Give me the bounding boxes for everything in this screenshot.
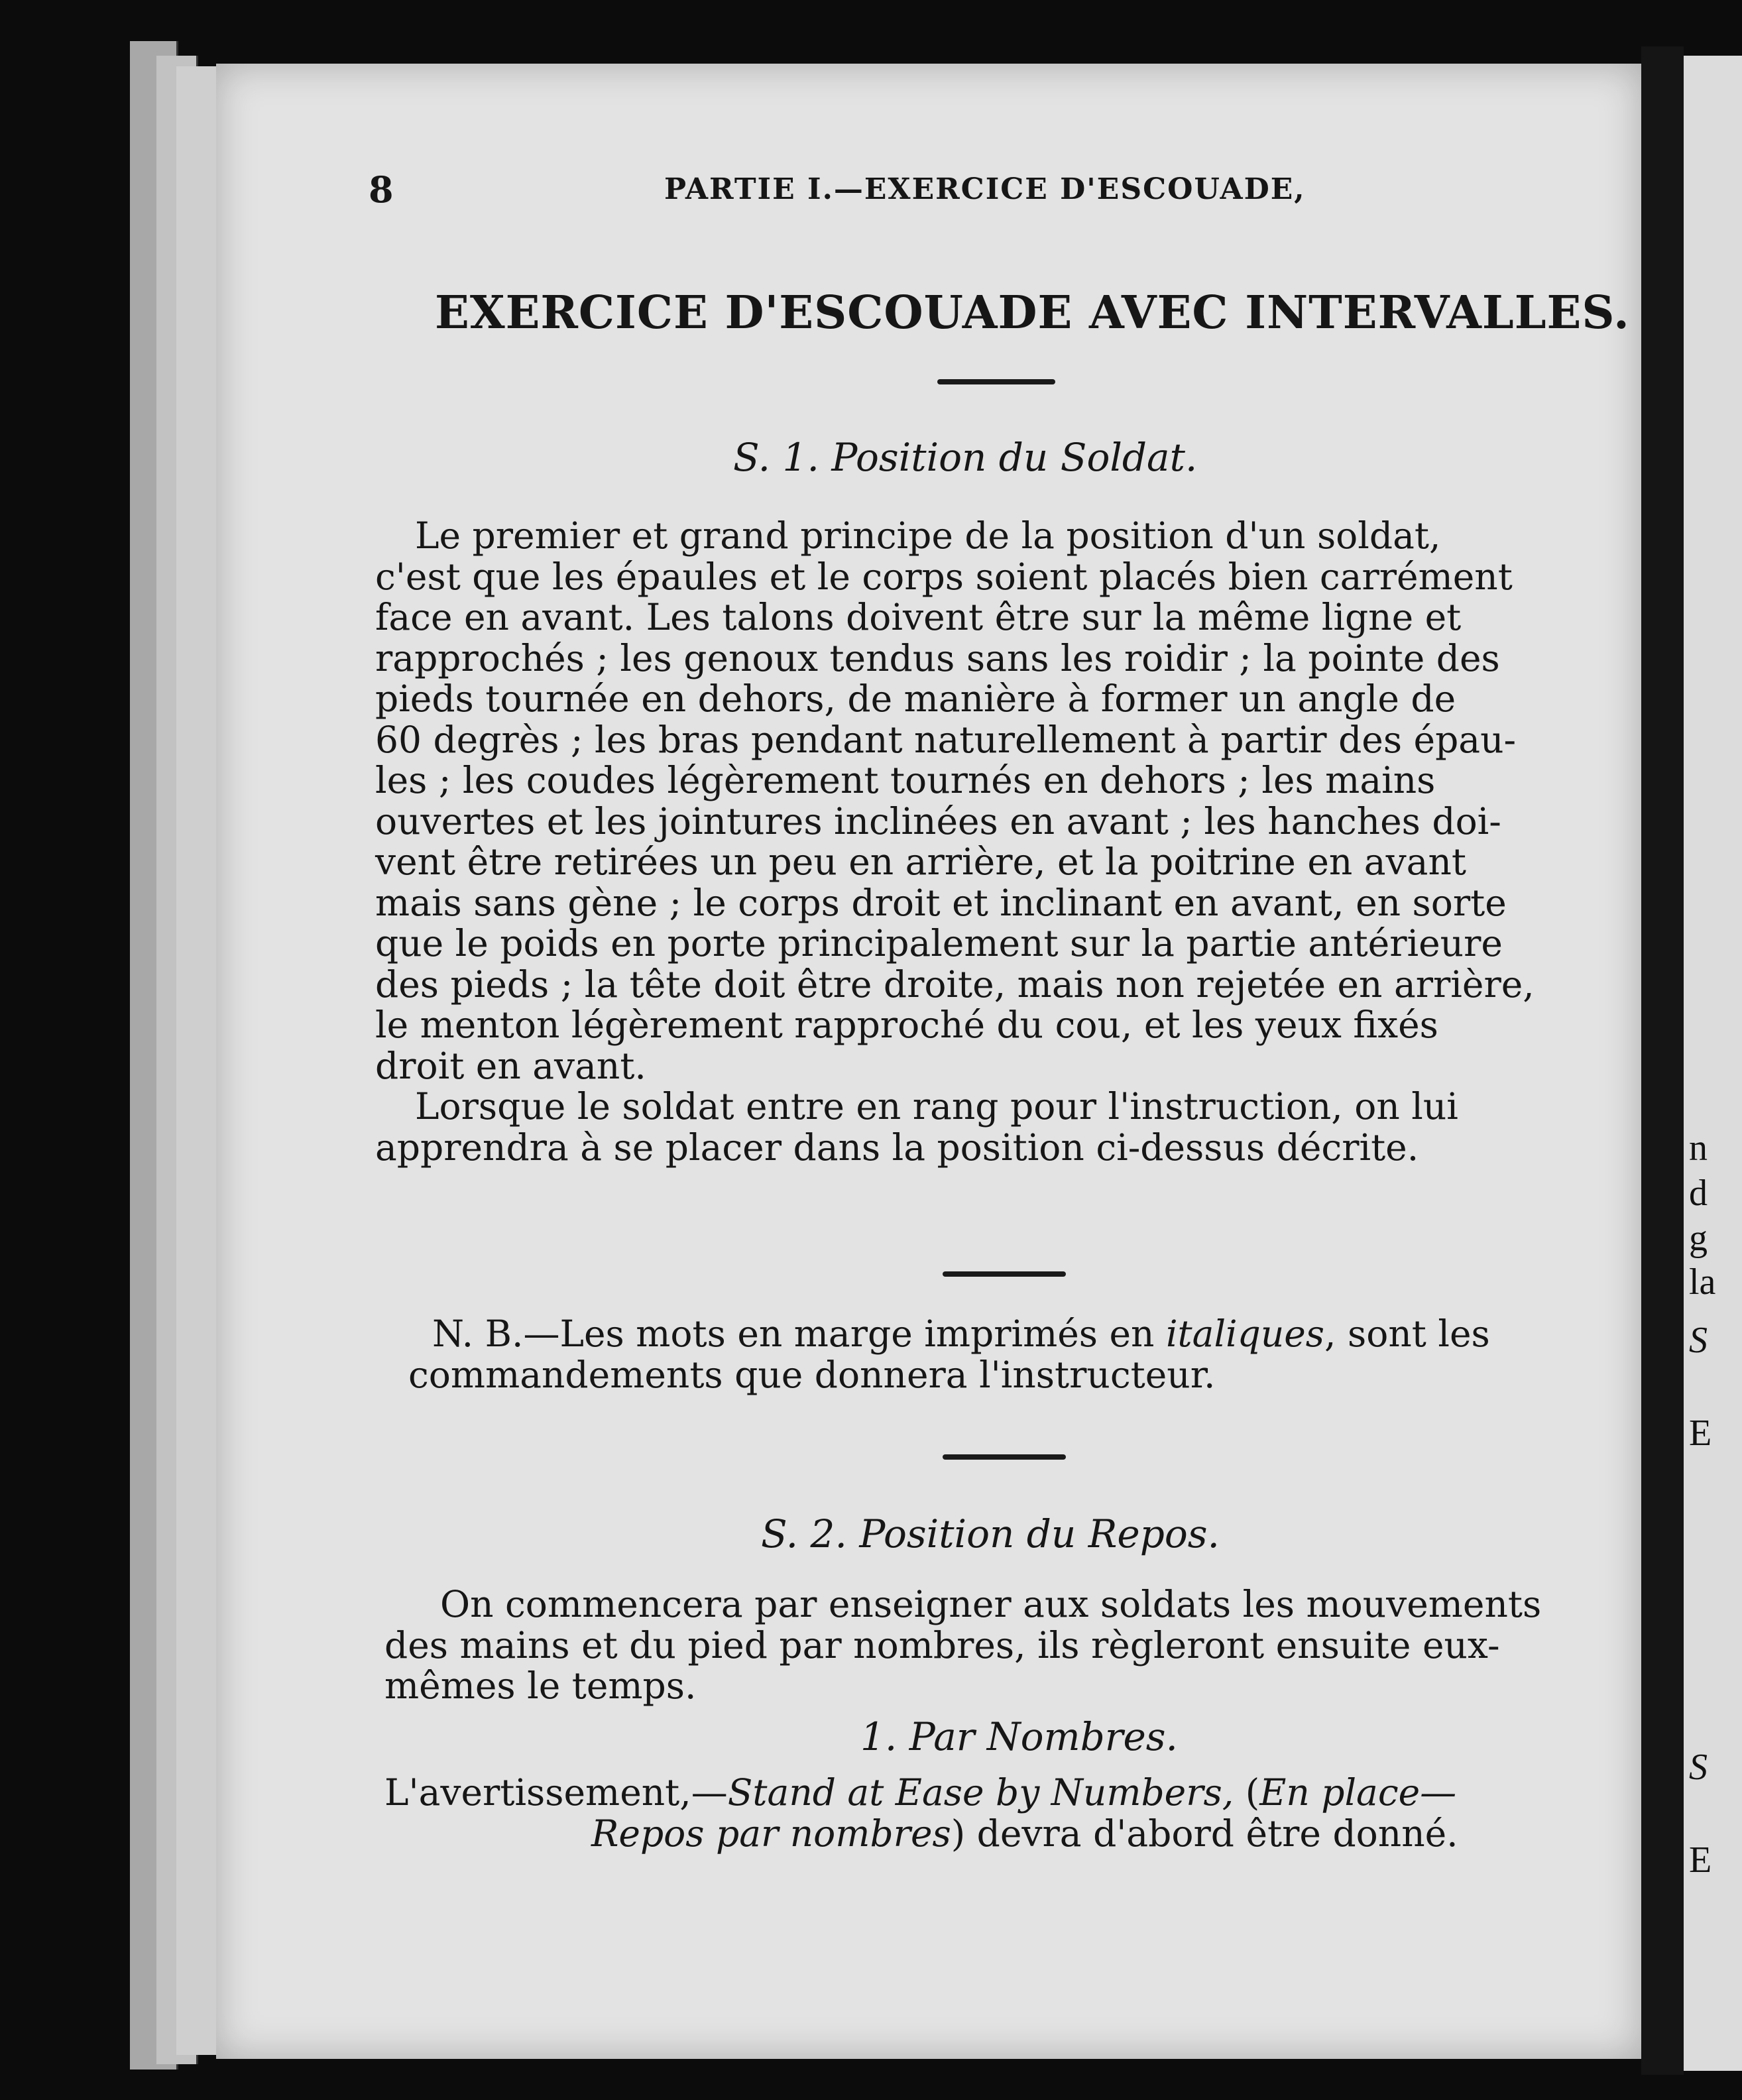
text-line [384, 1814, 1458, 1855]
text-line: apprendra à se placer dans la position ci-dessus décrite. [375, 1126, 1419, 1169]
note-prefix: N. B.—Les mots en marge imprimés en [432, 1312, 1166, 1355]
text-line: des mains et du pied par nombres, ils règleront ensuite eux- [384, 1623, 1500, 1666]
gutter-shadow [1641, 46, 1684, 2075]
text-line: Le premier et grand principe de la position d'un soldat, [415, 514, 1441, 557]
note-body [408, 1312, 1490, 1396]
text-line: ouvertes et les jointures inclinées en avant ; les hanches doi- [375, 799, 1501, 843]
text-line: les ; les coudes légèrement tournés en dehors ; les mains [375, 759, 1436, 801]
neighbour-fragment: E [1689, 1839, 1712, 1881]
neighbour-fragment: la [1689, 1261, 1716, 1303]
text-line: mais sans gène ; le corps droit et inclinant en avant, en sorte [375, 881, 1507, 924]
page-title: EXERCICE D'ESCOUADE AVEC INTERVALLES. [435, 286, 1630, 339]
text-line: mêmes le temps. [384, 1664, 697, 1707]
section-body [384, 1773, 1458, 1854]
text-line: c'est que les épaules et le corps soient placés bien carrément [375, 555, 1513, 598]
section-heading: S. 2. Position du Repos. [761, 1511, 1220, 1556]
section-heading: S. 1. Position du Soldat. [733, 435, 1198, 480]
sub-heading: 1. Par Nombres. [860, 1714, 1178, 1759]
neighbour-fragment: S [1689, 1747, 1708, 1788]
text-line: le menton légèrement rapproché du cou, et les yeux fixés [375, 1004, 1438, 1046]
text-line: pieds tournée en dehors, de manière à former un angle de [375, 677, 1456, 720]
section-body [384, 1584, 1541, 1707]
text-line: vent être retirées un peu en arrière, et la poitrine en avant [375, 841, 1466, 883]
text-line: face en avant. Les talons doivent être sur la même ligne et [375, 596, 1462, 638]
warn-prefix: L'avertissement,— [384, 1771, 728, 1814]
neighbour-page [1684, 56, 1742, 2071]
text-line: des pieds ; la tête doit être droite, mais non rejetée en arrière, [375, 962, 1535, 1006]
neighbour-fragment: g [1689, 1218, 1708, 1259]
note-italic: italiques [1165, 1312, 1325, 1355]
divider-rule [943, 1271, 1066, 1277]
text-line [384, 1773, 1458, 1814]
neighbour-fragment: d [1689, 1173, 1708, 1214]
note-line: commandements que donnera l'instructeur. [408, 1353, 1216, 1396]
neighbour-fragment: E [1689, 1413, 1712, 1454]
warn-italic: Stand at Ease by Numbers, [727, 1771, 1234, 1814]
neighbour-fragment: n [1689, 1128, 1708, 1169]
warn-suffix: ) devra d'abord être donné. [951, 1812, 1458, 1855]
text-line: Lorsque le soldat entre en rang pour l'instruction, on lui [415, 1085, 1458, 1128]
warn-italic: En place— [1259, 1771, 1457, 1814]
warn-mid: ( [1234, 1771, 1260, 1814]
neighbour-fragment: S [1689, 1320, 1708, 1361]
running-head: PARTIE I.—EXERCICE D'ESCOUADE, [664, 172, 1306, 206]
text-line: 60 degrès ; les bras pendant naturellement à partir des épau- [375, 718, 1517, 761]
text-line: rapprochés ; les genoux tendus sans les roidir ; la pointe des [375, 636, 1500, 679]
divider-rule [943, 1454, 1066, 1460]
text-line: On commencera par enseigner aux soldats les mouvements [440, 1583, 1542, 1625]
note-line [432, 1314, 1490, 1355]
text-line: que le poids en porte principalement sur la partie antérieure [375, 922, 1503, 964]
page-number: 8 [369, 168, 394, 211]
note-suffix: , sont les [1324, 1312, 1490, 1355]
warn-italic: Repos par nombres [591, 1812, 951, 1855]
book-page [216, 64, 1641, 2059]
section-body [375, 516, 1628, 1168]
text-line: droit en avant. [375, 1044, 646, 1087]
page-edge [176, 66, 218, 2055]
divider-rule [937, 379, 1055, 384]
